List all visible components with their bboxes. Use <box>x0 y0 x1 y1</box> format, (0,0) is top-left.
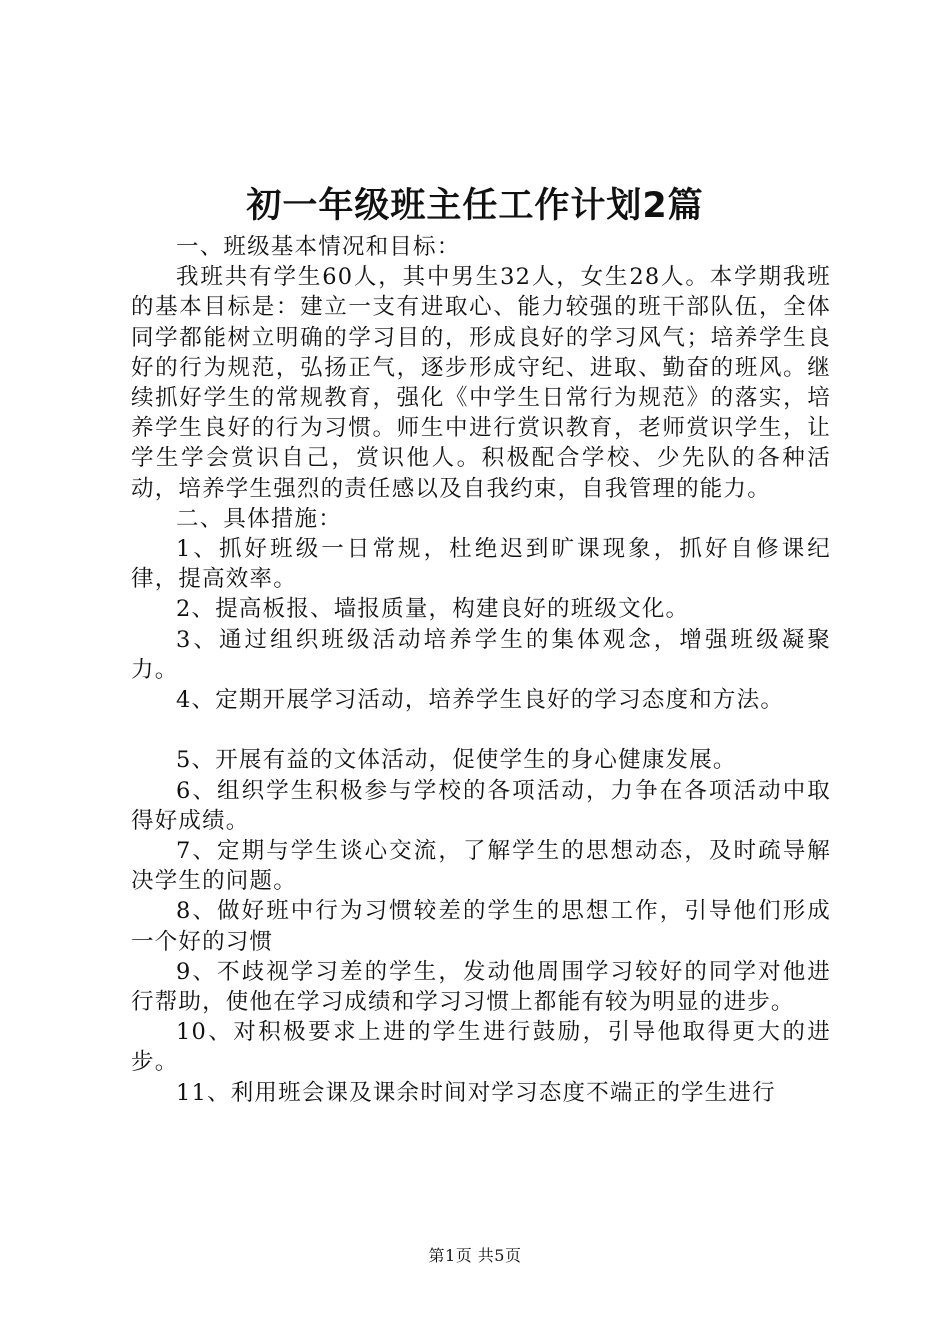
measure-item-8: 8、做好班中行为习惯较差的学生的思想工作，引导他们形成一个好的习惯 <box>131 898 831 955</box>
page-footer: 第1页 共5页 <box>428 1246 522 1265</box>
section-heading-basic-info: 一、班级基本情况和目标： <box>176 234 461 260</box>
measure-item-3: 3、通过组织班级活动培养学生的集体观念，增强班级凝聚力。 <box>131 626 831 683</box>
measure-item-4: 4、定期开展学习活动，培养学生良好的学习态度和方法。 <box>176 687 785 714</box>
blank-line <box>131 715 831 745</box>
measure-item-7: 7、定期与学生谈心交流，了解学生的思想动态，及时疏导解决学生的问题。 <box>131 838 831 895</box>
measure-item-5: 5、开展有益的文体活动，促使学生的身心健康发展。 <box>176 747 737 774</box>
measure-item-6: 6、组织学生积极参与学校的各项活动，力争在各项活动中取得好成绩。 <box>131 777 831 834</box>
measure-item-1: 1、抓好班级一日常规，杜绝迟到旷课现象，抓好自修课纪律，提高效率。 <box>131 536 831 593</box>
measure-item-9: 9、不歧视学习差的学生，发动他周围学习较好的同学对他进行帮助，使他在学习成绩和学习习惯上都能有较为明显的进步。 <box>131 958 831 1016</box>
paragraph-class-goals: 我班共有学生60人，其中男生32人，女生28人。本学期我班的基本目标是：建立一支有进取心、能力较强的班干部队伍，全体同学都能树立明确的学习目的，形成良好的学习风气；培养学生良好的行为规范，弘扬正气，逐步形成守纪、进取、勤奋的班风。继续抓好学生的常规教育，强化《中学生日常行为规范》的落实，培养学生良好的行为习惯。师生中进行赏识教育，老师赏识学生，让学生学会赏识自己，赏识他人。积极配合学校、少先队的各种活动，培养学生强烈的责任感以及自我约束，自我管理的能力。 <box>131 264 831 502</box>
measure-item-2: 2、提高板报、墙报质量，构建良好的班级文化。 <box>176 596 690 623</box>
measure-item-11: 11、利用班会课及课余时间对学习态度不端正的学生进行 <box>176 1079 776 1106</box>
section-heading-measures: 二、具体措施： <box>176 505 342 532</box>
document-body <box>131 232 831 1108</box>
measure-item-10: 10、对积极要求上进的学生进行鼓励，引导他取得更大的进步。 <box>131 1019 831 1076</box>
document-title: 初一年级班主任工作计划2篇 <box>246 186 704 226</box>
